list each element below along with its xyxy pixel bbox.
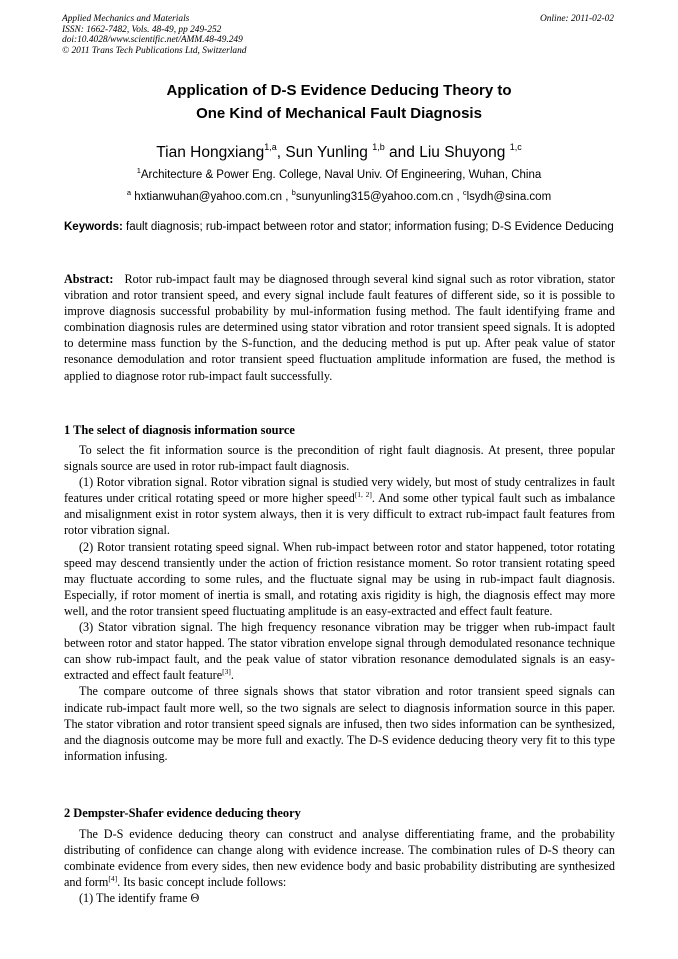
title-line-2: One Kind of Mechanical Fault Diagnosis [196, 105, 482, 122]
paragraph: (2) Rotor transient rotating speed signal. When rub-impact between rotor and stator happened, totor rotating speed may descend transiently under the action of friction resistance moment. So rotor transient rotating speed may fluctuate according to some rules, and the fluctuate signal may be using in rub-impact fault diagnosis. Especially, if rotor moment of inertia is small, and rotating axis rigidity is high, the diagnosis effect may more well, and the rotor transient speed fluctuating amplitude is an easy-extracted and effect fault feature. [64, 539, 615, 618]
email-link[interactable]: hxtianwuhan@yahoo.com.cn [134, 191, 283, 203]
paragraph-text: . Its basic concept include follows: [117, 875, 287, 890]
paragraph-text: . [230, 668, 234, 683]
keywords-label: Keywords: [64, 221, 123, 233]
email-mark: c [462, 188, 467, 197]
citation[interactable]: [1, 2] [354, 490, 372, 500]
email-mark: a [126, 188, 131, 197]
author-name: Tian Hongxiang [156, 144, 265, 161]
abstract-text: Rotor rub-impact fault may be diagnosed through several kind signal such as rotor vibration, stator vibration and rotor transient speed, and every signal include fault features of different side, so it is possible to improve diagnosis successful probability by mul-information fusing method. The fault identifying frame and combination diagnosis rules are determined using stator vibration and rotor transient speed signals. It is adopted to determine mass function by the S-function, and the deducing method is put up. After peak value of stator resonance demodulation and rotor transient speed fluctuation amplitude information are fused, the method is applied to diagnose rotor rub-impact fault successfully. [64, 272, 615, 383]
keywords [64, 220, 615, 235]
affiliation-text: Architecture & Power Eng. College, Naval Univ. Of Engineering, Wuhan, China [140, 169, 542, 181]
author-affil-mark: 1,b [372, 142, 385, 152]
paper-title [40, 79, 638, 125]
paragraph-text: . And some other typical fault such as imbalance and misalignment exist in rotor system always, then it is very difficult to extract rub-impact fault features from rotor vibration signal. [64, 491, 616, 538]
paragraph-text: (3) Stator vibration signal. The high frequency resonance vibration may be trigger when rub-impact fault between rotor and stator happed. The stator vibration envelope signal through demodulated resonance technique can show rub-impact fault, and the peak value of stator vibration resonance demodulated signals is an easy-extracted and effect fault feature [64, 620, 615, 683]
email-separator: , [282, 191, 292, 203]
email-list [40, 184, 638, 206]
paragraph: To select the fit information source is the precondition of right fault diagnosis. At present, three popular signals source are used in rotor rub-impact fault diagnosis. [64, 443, 615, 474]
section-body [64, 442, 615, 764]
email-separator: , [453, 191, 463, 203]
copyright-line: © 2011 Trans Tech Publications Ltd, Switzerland [62, 45, 247, 56]
paragraph: (1) The identify frame Θ [79, 891, 200, 906]
citation[interactable]: [3] [222, 667, 231, 677]
paragraph [64, 619, 615, 683]
paragraph [64, 474, 615, 538]
doi-line[interactable]: doi:10.4028/www.scientific.net/AMM.48-49.249 [62, 35, 243, 46]
paragraph: The compare outcome of three signals shows that stator vibration and rotor transient speed signals can indicate rub-impact fault more well, so the two signals are select to diagnosis information source in this paper. The stator vibration and rotor transient speed signals are infused, then two sides information can be synthesized, and the diagnosis outcome may be more full and exactly. The D-S evidence deducing theory very fit to this type information infusing. [64, 684, 615, 763]
email-mark: b [291, 188, 296, 197]
online-date: Online: 2011-02-02 [539, 14, 614, 24]
author-affil-mark: 1,a [264, 142, 277, 152]
section-heading: 1 The select of diagnosis information source [64, 423, 295, 437]
title-line-1: Application of D-S Evidence Deducing Theory to [166, 82, 512, 99]
citation[interactable]: [4] [108, 874, 118, 884]
paragraph-text: (1) Rotor vibration signal. Rotor vibration signal is studied very widely, but most of study centralizes in fault features under critical rotating speed or more higher speed [64, 475, 615, 506]
section-body [64, 826, 615, 906]
author-separator: , [276, 144, 286, 161]
author-list [40, 137, 638, 163]
paragraph [64, 826, 615, 890]
journal-header [62, 14, 247, 56]
email-link[interactable]: sunyunling315@yahoo.com.cn [295, 191, 454, 203]
affiliation [40, 162, 638, 184]
affiliation-mark: 1 [136, 166, 141, 175]
author-name: Liu Shuyong [419, 144, 506, 161]
abstract [64, 271, 615, 384]
journal-name: Applied Mechanics and Materials [62, 14, 190, 24]
author-affil-mark: 1,c [509, 142, 522, 152]
section-heading: 2 Dempster-Shafer evidence deducing theory [64, 806, 301, 820]
author-name: Sun Yunling [285, 144, 368, 161]
author-separator: and [384, 144, 420, 161]
abstract-label: Abstract: [64, 272, 114, 286]
keywords-text: fault diagnosis; rub-impact between rotor and stator; information fusing; D-S Evidence Deducing [126, 221, 614, 233]
email-link[interactable]: lsydh@sina.com [466, 191, 552, 203]
paragraph-text: The D-S evidence deducing theory can construct and analyse differentiating frame, and the probability distributing of confidence can change along with evidence increase. The combination rules of D-S theory can combinate evidence from every sides, then new evidence body and basic probability distributing are synthesized and form [64, 827, 615, 890]
issn-line: ISSN: 1662-7482, Vols. 48-49, pp 249-252 [62, 24, 222, 35]
